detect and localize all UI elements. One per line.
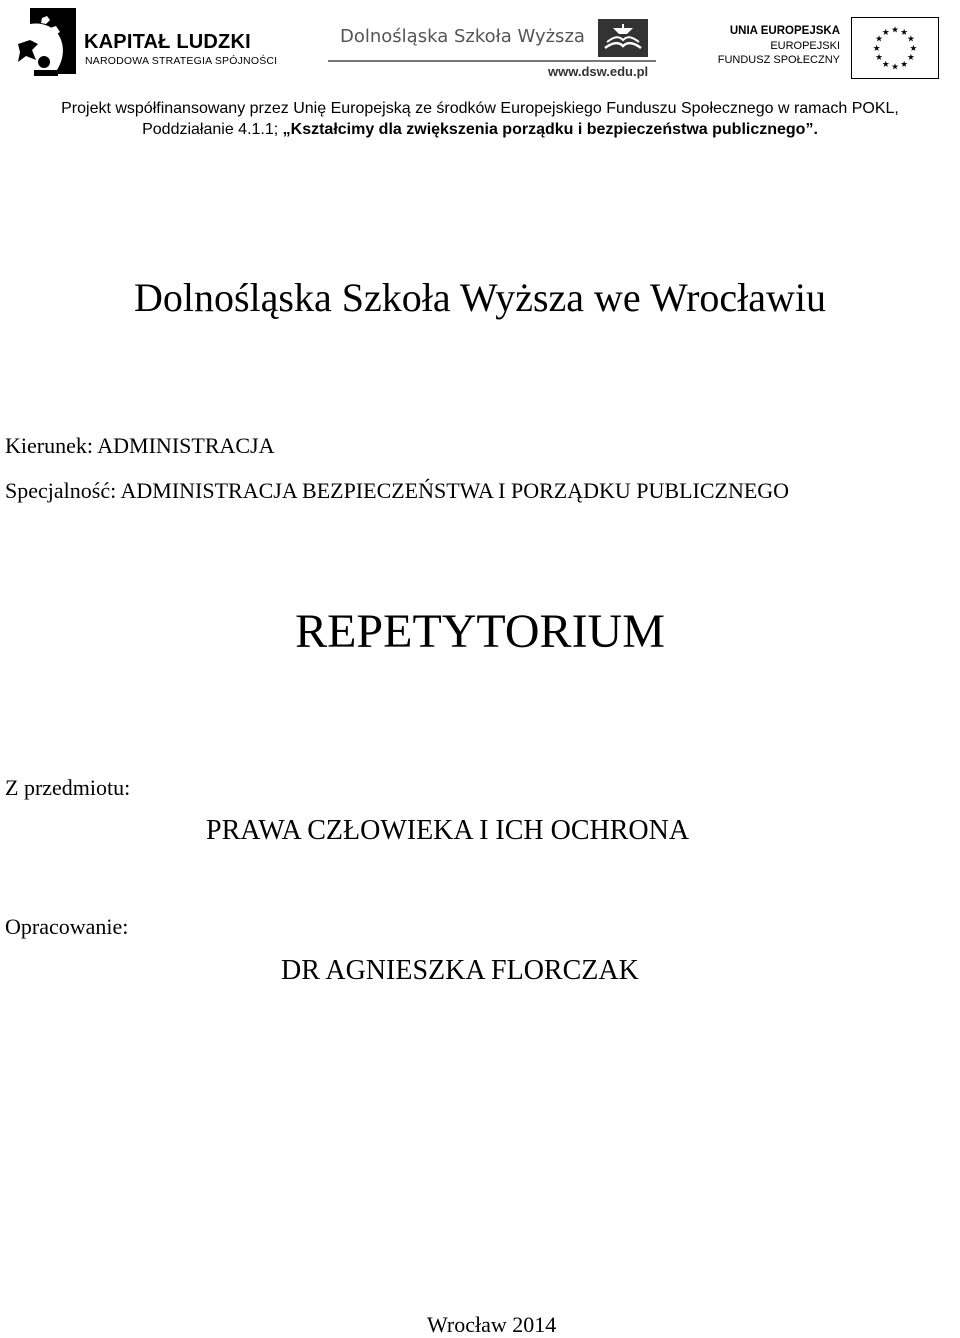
- project-info-line2-prefix: Poddziałanie 4.1.1;: [142, 121, 283, 138]
- ue-logo-text: [706, 24, 840, 68]
- specjalnosc-value: ADMINISTRACJA BEZPIECZEŃSTWA I PORZĄDKU PUBLICZNEGO: [120, 478, 790, 503]
- eu-star-icon: ★: [875, 53, 883, 64]
- przedmiot-value: PRAWA CZŁOWIEKA I ICH OCHRONA: [206, 815, 690, 846]
- eu-flag-icon: [851, 17, 939, 79]
- eu-star-icon: ★: [900, 59, 909, 70]
- opracowanie-label: Opracowanie:: [5, 914, 129, 939]
- dsw-logo-name: Dolnośląska Szkoła Wyższa: [340, 26, 585, 47]
- dsw-logo-url: www.dsw.edu.pl: [548, 64, 649, 79]
- eu-star-icon: ★: [907, 53, 915, 64]
- eu-star-icon: ★: [900, 27, 909, 38]
- project-info-line2: [0, 121, 960, 139]
- eu-star-icon: ★: [872, 43, 881, 54]
- kapital-ludzki-tagline: NARODOWA STRATEGIA SPÓJNOŚCI: [85, 55, 278, 67]
- eu-star-icon: ★: [891, 62, 899, 73]
- kapital-ludzki-name: KAPITAŁ LUDZKI: [84, 31, 251, 53]
- dsw-emblem-icon: [597, 18, 649, 58]
- kierunek-value: ADMINISTRACJA: [97, 433, 275, 458]
- author-name: DR AGNIESZKA FLORCZAK: [281, 955, 639, 986]
- eu-star-icon: ★: [909, 43, 918, 54]
- specjalnosc-label: Specjalność:: [5, 478, 117, 503]
- logo-bar: [0, 0, 960, 92]
- document-title: REPETYTORIUM: [295, 605, 665, 658]
- project-info-line1: Projekt współfinansowany przez Unię Europejską ze środków Europejskiego Funduszu Społecznego w ramach POKL,: [61, 100, 899, 117]
- place-year: Wrocław 2014: [427, 1312, 557, 1337]
- school-name: Dolnośląska Szkoła Wyższa we Wrocławiu: [133, 275, 827, 320]
- eu-star-icon: ★: [891, 25, 899, 36]
- kierunek-line: [5, 433, 275, 459]
- przedmiot-label: Z przedmiotu:: [5, 775, 131, 800]
- ue-logo-line3: FUNDUSZ SPOŁECZNY: [717, 54, 840, 66]
- eu-star-icon: ★: [881, 27, 890, 38]
- eu-star-icon: ★: [875, 34, 883, 45]
- project-info-line2-bold: „Kształcimy dla zwiększenia porządku i bezpieczeństwa publicznego”.: [282, 121, 818, 138]
- ue-logo-line2: EUROPEJSKI: [770, 39, 840, 52]
- kapital-ludzki-emblem-icon: [14, 4, 80, 80]
- kierunek-label: Kierunek:: [5, 433, 93, 458]
- eu-star-icon: ★: [907, 34, 915, 45]
- eu-star-icon: ★: [881, 59, 890, 70]
- dsw-logo-divider: [328, 60, 656, 62]
- ue-logo-line1: UNIA EUROPEJSKA: [729, 25, 840, 37]
- specjalnosc-line: [5, 478, 789, 504]
